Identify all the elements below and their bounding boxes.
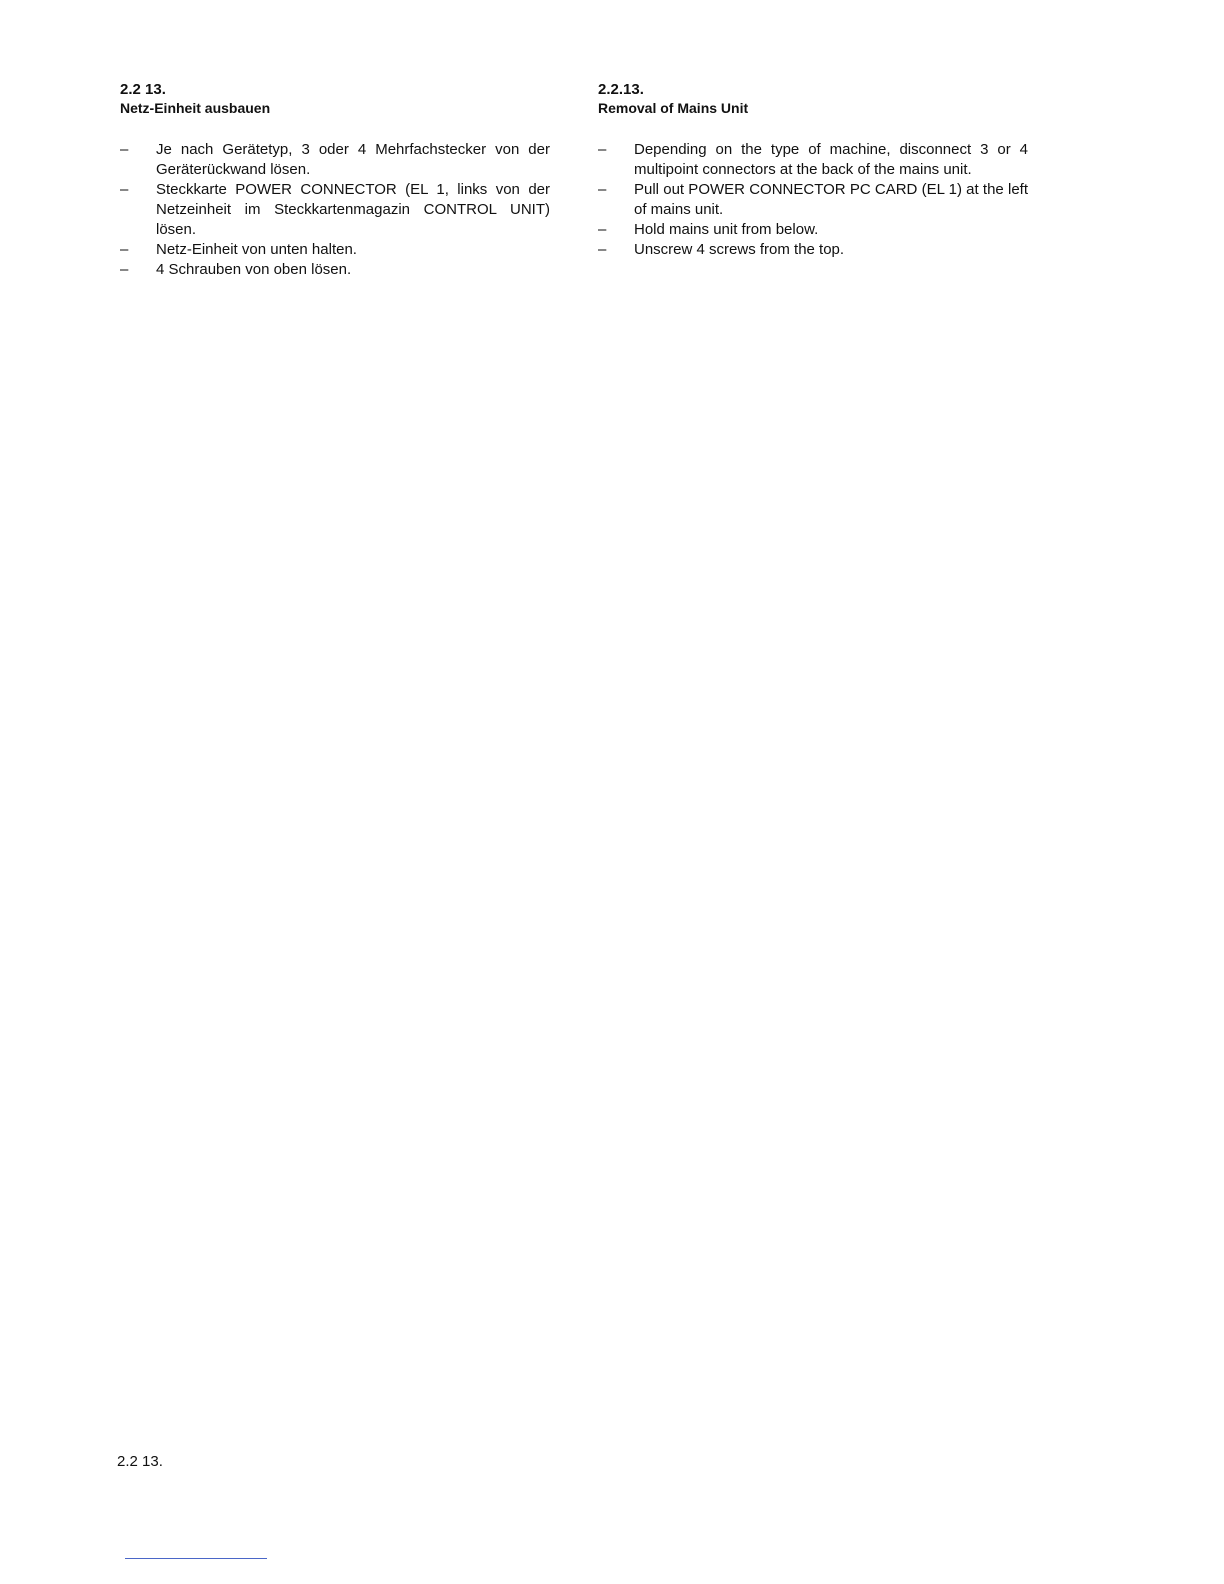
- german-column: [120, 80, 550, 280]
- english-step-text: Pull out POWER CONNECTOR PC CARD (EL 1) at the left of mains unit.: [634, 181, 1028, 218]
- english-step: [598, 140, 1028, 180]
- footer-page-number: 2.2 13.: [117, 1453, 163, 1470]
- dash-bullet: –: [120, 181, 129, 198]
- german-step: [120, 180, 550, 240]
- dash-bullet: –: [598, 181, 607, 198]
- german-step-text: Je nach Gerätetyp, 3 oder 4 Mehrfachstecker von der Geräterückwand lösen.: [156, 141, 550, 178]
- english-section-title: Removal of Mains Unit: [598, 100, 749, 116]
- english-step: [598, 180, 1028, 220]
- english-step: [598, 240, 1028, 260]
- german-step-text: Steckkarte POWER CONNECTOR (EL 1, links von der Netzeinheit im Steckkartenmagazin CONTROL UNIT) lösen.: [156, 181, 550, 238]
- english-step: [598, 220, 1028, 240]
- dash-bullet: –: [598, 241, 607, 258]
- german-section-number: 2.2 13.: [120, 81, 166, 98]
- dash-bullet: –: [120, 141, 129, 158]
- german-step: [120, 260, 550, 280]
- english-section-number: 2.2.13.: [598, 81, 644, 98]
- english-step-text: Unscrew 4 screws from the top.: [634, 241, 845, 258]
- english-step-text: Hold mains unit from below.: [634, 221, 819, 238]
- german-section-title: Netz-Einheit ausbauen: [120, 100, 271, 116]
- english-step-text: Depending on the type of machine, disconnect 3 or 4 multipoint connectors at the back of the mains unit.: [634, 141, 1028, 178]
- german-step-list: [120, 140, 550, 280]
- german-step-text: Netz-Einheit von unten halten.: [156, 241, 357, 258]
- dash-bullet: –: [120, 241, 129, 258]
- german-step: [120, 240, 550, 260]
- german-step: [120, 140, 550, 180]
- dash-bullet: –: [598, 221, 607, 238]
- dash-bullet: –: [120, 261, 129, 278]
- english-column: [598, 80, 1028, 260]
- dash-bullet: –: [598, 141, 607, 158]
- footer-rule: [125, 1558, 267, 1559]
- german-step-text: 4 Schrauben von oben lösen.: [156, 261, 352, 278]
- english-step-list: [598, 140, 1028, 260]
